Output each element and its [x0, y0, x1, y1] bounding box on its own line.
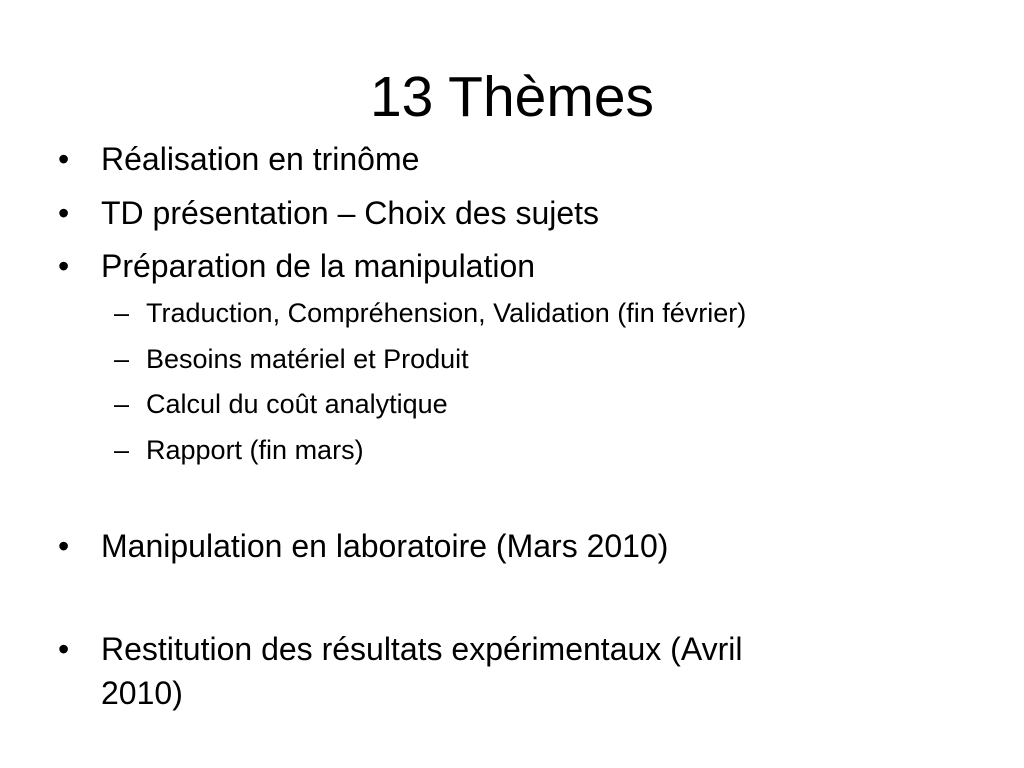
- sub-text: Traduction, Compréhension, Validation (fin février): [146, 298, 747, 328]
- bullet-text-continuation: 2010): [101, 675, 183, 711]
- bullet-text: Préparation de la manipulation: [101, 248, 536, 284]
- sub-marker: –: [114, 298, 130, 328]
- slide-title: 13 Thèmes: [369, 65, 655, 129]
- bullet-text: Réalisation en trinôme: [101, 141, 420, 177]
- sub-text: Calcul du coût analytique: [146, 389, 448, 419]
- bullet-text: Restitution des résultats expérimentaux (Avril: [101, 631, 743, 667]
- bullet-marker: •: [58, 195, 70, 231]
- sub-marker: –: [114, 435, 130, 465]
- sub-marker: –: [114, 389, 130, 419]
- bullet-marker: •: [58, 631, 70, 667]
- sub-text: Besoins matériel et Produit: [146, 344, 469, 374]
- bullet-text: Manipulation en laboratoire (Mars 2010): [101, 528, 669, 564]
- bullet-text: TD présentation – Choix des sujets: [101, 195, 600, 231]
- sub-marker: –: [114, 344, 130, 374]
- bullet-marker: •: [58, 248, 70, 284]
- bullet-marker: •: [58, 528, 70, 564]
- sub-text: Rapport (fin mars): [146, 435, 364, 465]
- bullet-marker: •: [58, 141, 70, 177]
